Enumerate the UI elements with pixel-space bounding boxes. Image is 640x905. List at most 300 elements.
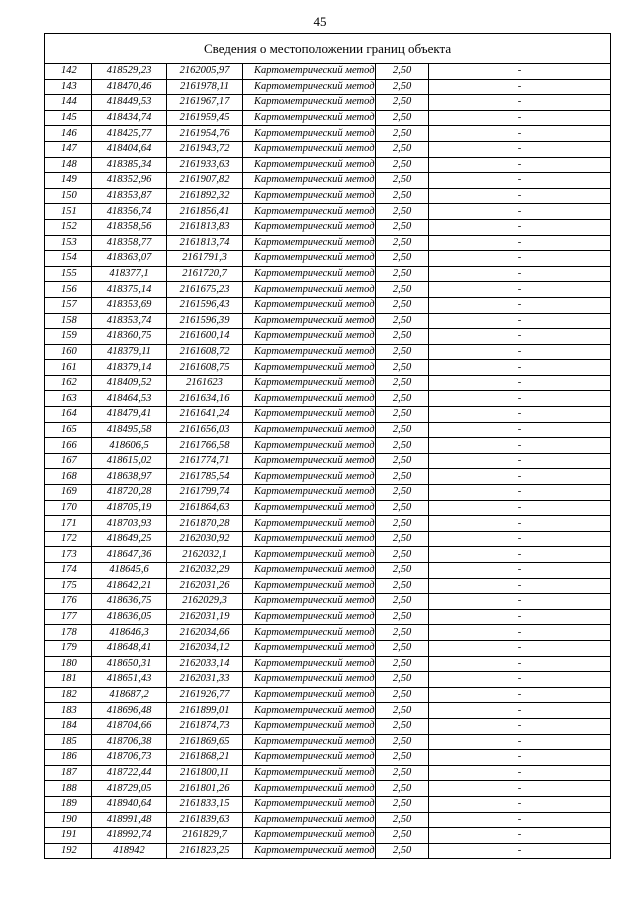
y-coordinate-cell: 2161785,54 — [167, 469, 243, 485]
point-number-cell: 168 — [45, 469, 92, 485]
y-coordinate-cell: 2161829,7 — [167, 828, 243, 844]
y-coordinate-cell: 2161864,63 — [167, 500, 243, 516]
x-coordinate-cell: 418353,69 — [92, 297, 167, 313]
accuracy-cell: 2,50 — [376, 375, 429, 391]
description-cell: - — [429, 781, 611, 797]
x-coordinate-cell: 418377,1 — [92, 266, 167, 282]
description-cell: - — [429, 110, 611, 126]
table-header-row — [45, 34, 611, 64]
y-coordinate-cell: 2161623 — [167, 375, 243, 391]
point-number-cell: 152 — [45, 219, 92, 235]
accuracy-cell: 2,50 — [376, 672, 429, 688]
table-row — [45, 188, 611, 204]
y-coordinate-cell: 2162030,92 — [167, 531, 243, 547]
y-coordinate-cell: 2162031,26 — [167, 578, 243, 594]
x-coordinate-cell: 418648,41 — [92, 640, 167, 656]
y-coordinate-cell: 2162029,3 — [167, 594, 243, 610]
table-row — [45, 828, 611, 844]
y-coordinate-cell: 2162032,29 — [167, 563, 243, 579]
point-number-cell: 188 — [45, 781, 92, 797]
y-coordinate-cell: 2162005,97 — [167, 64, 243, 80]
x-coordinate-cell: 418649,25 — [92, 531, 167, 547]
method-cell: Картометрический метод — [243, 765, 376, 781]
y-coordinate-cell: 2161943,72 — [167, 141, 243, 157]
x-coordinate-cell: 418409,52 — [92, 375, 167, 391]
table-row — [45, 609, 611, 625]
x-coordinate-cell: 418636,75 — [92, 594, 167, 610]
description-cell: - — [429, 469, 611, 485]
accuracy-cell: 2,50 — [376, 796, 429, 812]
table-row — [45, 485, 611, 501]
y-coordinate-cell: 2161641,24 — [167, 407, 243, 423]
x-coordinate-cell: 418352,96 — [92, 173, 167, 189]
point-number-cell: 181 — [45, 672, 92, 688]
table-row — [45, 469, 611, 485]
description-cell: - — [429, 235, 611, 251]
method-cell: Картометрический метод — [243, 594, 376, 610]
description-cell: - — [429, 531, 611, 547]
table-row — [45, 266, 611, 282]
point-number-cell: 148 — [45, 157, 92, 173]
table-row — [45, 640, 611, 656]
method-cell: Картометрический метод — [243, 64, 376, 80]
x-coordinate-cell: 418722,44 — [92, 765, 167, 781]
method-cell: Картометрический метод — [243, 609, 376, 625]
description-cell: - — [429, 828, 611, 844]
y-coordinate-cell: 2162031,33 — [167, 672, 243, 688]
accuracy-cell: 2,50 — [376, 329, 429, 345]
table-row — [45, 64, 611, 80]
x-coordinate-cell: 418379,11 — [92, 344, 167, 360]
method-cell: Картометрический метод — [243, 313, 376, 329]
x-coordinate-cell: 418358,56 — [92, 219, 167, 235]
table-row — [45, 734, 611, 750]
y-coordinate-cell: 2161833,15 — [167, 796, 243, 812]
method-cell: Картометрический метод — [243, 204, 376, 220]
table-row — [45, 796, 611, 812]
table-row — [45, 251, 611, 267]
y-coordinate-cell: 2161892,32 — [167, 188, 243, 204]
table-row — [45, 141, 611, 157]
table-row — [45, 438, 611, 454]
method-cell: Картометрический метод — [243, 703, 376, 719]
description-cell: - — [429, 438, 611, 454]
y-coordinate-cell: 2161774,71 — [167, 453, 243, 469]
y-coordinate-cell: 2161907,82 — [167, 173, 243, 189]
y-coordinate-cell: 2161675,23 — [167, 282, 243, 298]
accuracy-cell: 2,50 — [376, 750, 429, 766]
accuracy-cell: 2,50 — [376, 828, 429, 844]
table-row — [45, 282, 611, 298]
x-coordinate-cell: 418358,77 — [92, 235, 167, 251]
accuracy-cell: 2,50 — [376, 360, 429, 376]
point-number-cell: 155 — [45, 266, 92, 282]
method-cell: Картометрический метод — [243, 656, 376, 672]
method-cell: Картометрический метод — [243, 407, 376, 423]
description-cell: - — [429, 485, 611, 501]
description-cell: - — [429, 126, 611, 142]
method-cell: Картометрический метод — [243, 235, 376, 251]
point-number-cell: 176 — [45, 594, 92, 610]
y-coordinate-cell: 2161600,14 — [167, 329, 243, 345]
description-cell: - — [429, 640, 611, 656]
description-cell: - — [429, 219, 611, 235]
accuracy-cell: 2,50 — [376, 578, 429, 594]
y-coordinate-cell: 2161766,58 — [167, 438, 243, 454]
method-cell: Картометрический метод — [243, 344, 376, 360]
accuracy-cell: 2,50 — [376, 79, 429, 95]
point-number-cell: 157 — [45, 297, 92, 313]
x-coordinate-cell: 418703,93 — [92, 516, 167, 532]
y-coordinate-cell: 2161608,72 — [167, 344, 243, 360]
point-number-cell: 186 — [45, 750, 92, 766]
description-cell: - — [429, 188, 611, 204]
point-number-cell: 184 — [45, 718, 92, 734]
y-coordinate-cell: 2161868,21 — [167, 750, 243, 766]
accuracy-cell: 2,50 — [376, 110, 429, 126]
method-cell: Картометрический метод — [243, 781, 376, 797]
accuracy-cell: 2,50 — [376, 407, 429, 423]
y-coordinate-cell: 2161870,28 — [167, 516, 243, 532]
x-coordinate-cell: 418375,14 — [92, 282, 167, 298]
accuracy-cell: 2,50 — [376, 141, 429, 157]
accuracy-cell: 2,50 — [376, 173, 429, 189]
method-cell: Картометрический метод — [243, 95, 376, 111]
method-cell: Картометрический метод — [243, 547, 376, 563]
method-cell: Картометрический метод — [243, 796, 376, 812]
x-coordinate-cell: 418706,38 — [92, 734, 167, 750]
point-number-cell: 177 — [45, 609, 92, 625]
x-coordinate-cell: 418385,34 — [92, 157, 167, 173]
method-cell: Картометрический метод — [243, 297, 376, 313]
point-number-cell: 159 — [45, 329, 92, 345]
y-coordinate-cell: 2161720,7 — [167, 266, 243, 282]
y-coordinate-cell: 2161596,39 — [167, 313, 243, 329]
point-number-cell: 187 — [45, 765, 92, 781]
method-cell: Картометрический метод — [243, 516, 376, 532]
accuracy-cell: 2,50 — [376, 687, 429, 703]
x-coordinate-cell: 418353,87 — [92, 188, 167, 204]
table-row — [45, 235, 611, 251]
description-cell: - — [429, 750, 611, 766]
method-cell: Картометрический метод — [243, 750, 376, 766]
description-cell: - — [429, 796, 611, 812]
x-coordinate-cell: 418360,75 — [92, 329, 167, 345]
accuracy-cell: 2,50 — [376, 297, 429, 313]
x-coordinate-cell: 418696,48 — [92, 703, 167, 719]
accuracy-cell: 2,50 — [376, 781, 429, 797]
point-number-cell: 149 — [45, 173, 92, 189]
method-cell: Картометрический метод — [243, 843, 376, 859]
table-body — [45, 64, 611, 859]
accuracy-cell: 2,50 — [376, 609, 429, 625]
x-coordinate-cell: 418705,19 — [92, 500, 167, 516]
accuracy-cell: 2,50 — [376, 594, 429, 610]
description-cell: - — [429, 563, 611, 579]
table-row — [45, 173, 611, 189]
x-coordinate-cell: 418434,74 — [92, 110, 167, 126]
boundary-coordinates-table — [44, 33, 611, 859]
method-cell: Картометрический метод — [243, 640, 376, 656]
point-number-cell: 154 — [45, 251, 92, 267]
table-row — [45, 750, 611, 766]
method-cell: Картометрический метод — [243, 828, 376, 844]
point-number-cell: 167 — [45, 453, 92, 469]
point-number-cell: 153 — [45, 235, 92, 251]
table-row — [45, 126, 611, 142]
point-number-cell: 147 — [45, 141, 92, 157]
x-coordinate-cell: 418606,5 — [92, 438, 167, 454]
accuracy-cell: 2,50 — [376, 485, 429, 501]
accuracy-cell: 2,50 — [376, 625, 429, 641]
point-number-cell: 143 — [45, 79, 92, 95]
description-cell: - — [429, 329, 611, 345]
method-cell: Картометрический метод — [243, 734, 376, 750]
description-cell: - — [429, 672, 611, 688]
point-number-cell: 144 — [45, 95, 92, 111]
accuracy-cell: 2,50 — [376, 344, 429, 360]
table-row — [45, 313, 611, 329]
method-cell: Картометрический метод — [243, 173, 376, 189]
y-coordinate-cell: 2161634,16 — [167, 391, 243, 407]
y-coordinate-cell: 2161874,73 — [167, 718, 243, 734]
description-cell: - — [429, 703, 611, 719]
point-number-cell: 165 — [45, 422, 92, 438]
description-cell: - — [429, 360, 611, 376]
accuracy-cell: 2,50 — [376, 266, 429, 282]
accuracy-cell: 2,50 — [376, 95, 429, 111]
y-coordinate-cell: 2161933,63 — [167, 157, 243, 173]
x-coordinate-cell: 418706,73 — [92, 750, 167, 766]
x-coordinate-cell: 418636,05 — [92, 609, 167, 625]
accuracy-cell: 2,50 — [376, 64, 429, 80]
y-coordinate-cell: 2161869,65 — [167, 734, 243, 750]
method-cell: Картометрический метод — [243, 329, 376, 345]
x-coordinate-cell: 418495,58 — [92, 422, 167, 438]
x-coordinate-cell: 418353,74 — [92, 313, 167, 329]
y-coordinate-cell: 2161813,74 — [167, 235, 243, 251]
table-row — [45, 453, 611, 469]
x-coordinate-cell: 418642,21 — [92, 578, 167, 594]
table-row — [45, 656, 611, 672]
x-coordinate-cell: 418704,66 — [92, 718, 167, 734]
y-coordinate-cell: 2161959,45 — [167, 110, 243, 126]
point-number-cell: 170 — [45, 500, 92, 516]
accuracy-cell: 2,50 — [376, 313, 429, 329]
table-row — [45, 110, 611, 126]
x-coordinate-cell: 418646,3 — [92, 625, 167, 641]
y-coordinate-cell: 2161596,43 — [167, 297, 243, 313]
table-row — [45, 95, 611, 111]
point-number-cell: 183 — [45, 703, 92, 719]
x-coordinate-cell: 418687,2 — [92, 687, 167, 703]
description-cell: - — [429, 157, 611, 173]
table-row — [45, 157, 611, 173]
method-cell: Картометрический метод — [243, 219, 376, 235]
point-number-cell: 189 — [45, 796, 92, 812]
point-number-cell: 175 — [45, 578, 92, 594]
point-number-cell: 191 — [45, 828, 92, 844]
description-cell: - — [429, 687, 611, 703]
description-cell: - — [429, 266, 611, 282]
method-cell: Картометрический метод — [243, 79, 376, 95]
accuracy-cell: 2,50 — [376, 438, 429, 454]
accuracy-cell: 2,50 — [376, 157, 429, 173]
x-coordinate-cell: 418650,31 — [92, 656, 167, 672]
table-row — [45, 407, 611, 423]
accuracy-cell: 2,50 — [376, 843, 429, 859]
point-number-cell: 151 — [45, 204, 92, 220]
x-coordinate-cell: 418991,48 — [92, 812, 167, 828]
description-cell: - — [429, 812, 611, 828]
description-cell: - — [429, 718, 611, 734]
table-row — [45, 219, 611, 235]
x-coordinate-cell: 418479,41 — [92, 407, 167, 423]
accuracy-cell: 2,50 — [376, 640, 429, 656]
description-cell: - — [429, 204, 611, 220]
table-row — [45, 765, 611, 781]
y-coordinate-cell: 2162033,14 — [167, 656, 243, 672]
accuracy-cell: 2,50 — [376, 563, 429, 579]
description-cell: - — [429, 95, 611, 111]
table-row — [45, 204, 611, 220]
point-number-cell: 161 — [45, 360, 92, 376]
method-cell: Картометрический метод — [243, 812, 376, 828]
accuracy-cell: 2,50 — [376, 235, 429, 251]
method-cell: Картометрический метод — [243, 469, 376, 485]
accuracy-cell: 2,50 — [376, 516, 429, 532]
method-cell: Картометрический метод — [243, 251, 376, 267]
table-row — [45, 672, 611, 688]
accuracy-cell: 2,50 — [376, 251, 429, 267]
point-number-cell: 146 — [45, 126, 92, 142]
point-number-cell: 150 — [45, 188, 92, 204]
point-number-cell: 174 — [45, 563, 92, 579]
y-coordinate-cell: 2162034,12 — [167, 640, 243, 656]
method-cell: Картометрический метод — [243, 500, 376, 516]
point-number-cell: 162 — [45, 375, 92, 391]
description-cell: - — [429, 375, 611, 391]
description-cell: - — [429, 609, 611, 625]
x-coordinate-cell: 418356,74 — [92, 204, 167, 220]
table-row — [45, 594, 611, 610]
point-number-cell: 179 — [45, 640, 92, 656]
point-number-cell: 178 — [45, 625, 92, 641]
description-cell: - — [429, 79, 611, 95]
description-cell: - — [429, 578, 611, 594]
description-cell: - — [429, 313, 611, 329]
method-cell: Картометрический метод — [243, 157, 376, 173]
y-coordinate-cell: 2161839,63 — [167, 812, 243, 828]
method-cell: Картометрический метод — [243, 141, 376, 157]
method-cell: Картометрический метод — [243, 718, 376, 734]
table-row — [45, 703, 611, 719]
table-row — [45, 625, 611, 641]
table-row — [45, 516, 611, 532]
x-coordinate-cell: 418425,77 — [92, 126, 167, 142]
accuracy-cell: 2,50 — [376, 422, 429, 438]
x-coordinate-cell: 418729,05 — [92, 781, 167, 797]
method-cell: Картометрический метод — [243, 563, 376, 579]
accuracy-cell: 2,50 — [376, 547, 429, 563]
accuracy-cell: 2,50 — [376, 500, 429, 516]
table-row — [45, 547, 611, 563]
method-cell: Картометрический метод — [243, 485, 376, 501]
y-coordinate-cell: 2161799,74 — [167, 485, 243, 501]
x-coordinate-cell: 418529,23 — [92, 64, 167, 80]
point-number-cell: 182 — [45, 687, 92, 703]
table-row — [45, 391, 611, 407]
point-number-cell: 169 — [45, 485, 92, 501]
x-coordinate-cell: 418940,64 — [92, 796, 167, 812]
method-cell: Картометрический метод — [243, 687, 376, 703]
table-row — [45, 563, 611, 579]
description-cell: - — [429, 516, 611, 532]
description-cell: - — [429, 251, 611, 267]
accuracy-cell: 2,50 — [376, 531, 429, 547]
table-title: Сведения о местоположении границ объекта — [45, 34, 611, 64]
accuracy-cell: 2,50 — [376, 718, 429, 734]
accuracy-cell: 2,50 — [376, 703, 429, 719]
method-cell: Картометрический метод — [243, 672, 376, 688]
method-cell: Картометрический метод — [243, 360, 376, 376]
x-coordinate-cell: 418651,43 — [92, 672, 167, 688]
description-cell: - — [429, 765, 611, 781]
accuracy-cell: 2,50 — [376, 765, 429, 781]
y-coordinate-cell: 2161967,17 — [167, 95, 243, 111]
y-coordinate-cell: 2161813,83 — [167, 219, 243, 235]
y-coordinate-cell: 2162034,66 — [167, 625, 243, 641]
method-cell: Картометрический метод — [243, 282, 376, 298]
y-coordinate-cell: 2161954,76 — [167, 126, 243, 142]
y-coordinate-cell: 2161791,3 — [167, 251, 243, 267]
description-cell: - — [429, 500, 611, 516]
x-coordinate-cell: 418470,46 — [92, 79, 167, 95]
point-number-cell: 142 — [45, 64, 92, 80]
accuracy-cell: 2,50 — [376, 453, 429, 469]
x-coordinate-cell: 418647,36 — [92, 547, 167, 563]
x-coordinate-cell: 418615,02 — [92, 453, 167, 469]
x-coordinate-cell: 418638,97 — [92, 469, 167, 485]
table-row — [45, 375, 611, 391]
description-cell: - — [429, 734, 611, 750]
x-coordinate-cell: 418720,28 — [92, 485, 167, 501]
x-coordinate-cell: 418942 — [92, 843, 167, 859]
accuracy-cell: 2,50 — [376, 219, 429, 235]
description-cell: - — [429, 173, 611, 189]
y-coordinate-cell: 2161899,01 — [167, 703, 243, 719]
table-row — [45, 531, 611, 547]
description-cell: - — [429, 282, 611, 298]
description-cell: - — [429, 547, 611, 563]
description-cell: - — [429, 64, 611, 80]
y-coordinate-cell: 2161978,11 — [167, 79, 243, 95]
accuracy-cell: 2,50 — [376, 812, 429, 828]
y-coordinate-cell: 2161656,03 — [167, 422, 243, 438]
description-cell: - — [429, 344, 611, 360]
point-number-cell: 164 — [45, 407, 92, 423]
x-coordinate-cell: 418363,07 — [92, 251, 167, 267]
method-cell: Картометрический метод — [243, 391, 376, 407]
description-cell: - — [429, 656, 611, 672]
method-cell: Картометрический метод — [243, 188, 376, 204]
point-number-cell: 192 — [45, 843, 92, 859]
table-row — [45, 422, 611, 438]
table-row — [45, 578, 611, 594]
description-cell: - — [429, 625, 611, 641]
x-coordinate-cell: 418464,53 — [92, 391, 167, 407]
boundary-table-sheet — [44, 33, 610, 859]
